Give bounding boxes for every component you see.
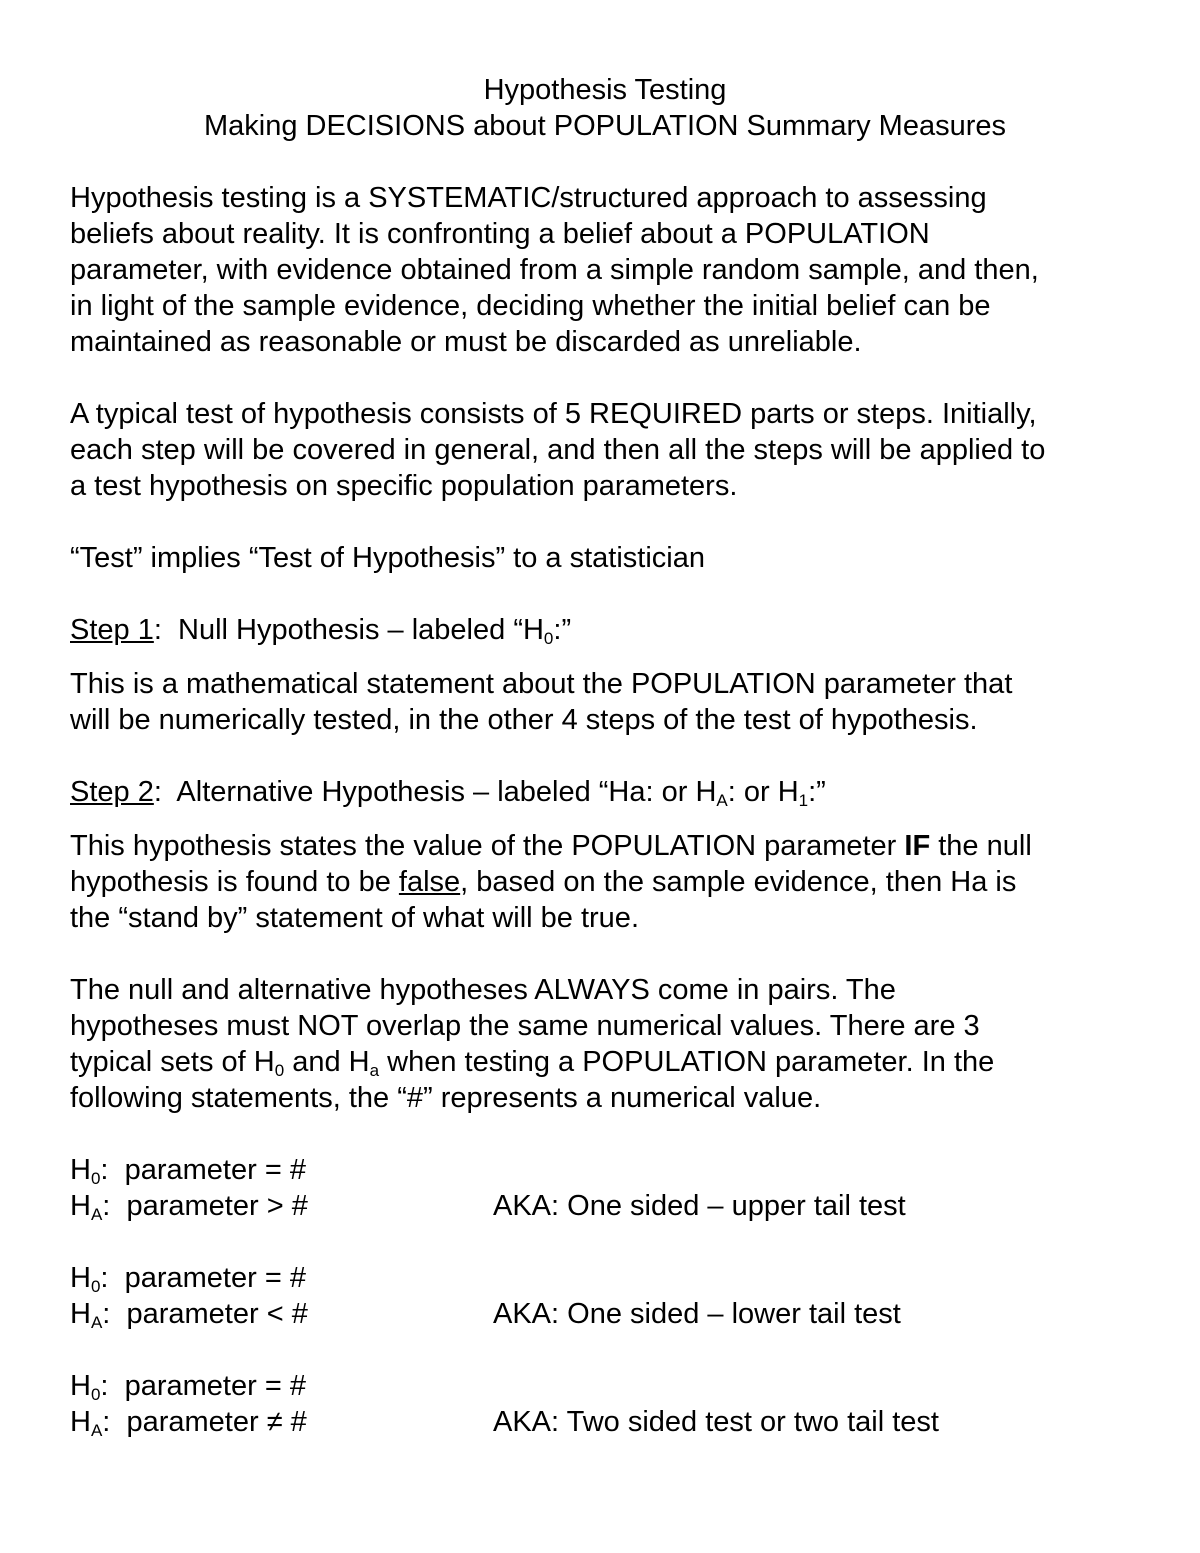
page-subtitle: Making DECISIONS about POPULATION Summary Measures	[203, 110, 1007, 142]
hypothesis-set-upper	[70, 1152, 1140, 1224]
text-line: hypotheses must NOT overlap the same numerical values. There are 3	[70, 1010, 980, 1042]
aka-label: AKA: Two sided test or two tail test	[493, 1406, 939, 1438]
text-line: in light of the sample evidence, deciding whether the initial belief can be	[70, 290, 991, 322]
text-line: beliefs about reality. It is confronting a belief about a POPULATION	[70, 218, 930, 250]
text-line: Hypothesis testing is a SYSTEMATIC/structured approach to assessing	[70, 182, 987, 214]
subscript: 0	[543, 629, 554, 648]
null-hypothesis-row	[70, 1260, 1140, 1296]
hypothesis-set-lower	[70, 1260, 1140, 1332]
h-letter: H	[70, 1190, 91, 1222]
text-line: the “stand by” statement of what will be true.	[70, 902, 639, 934]
intro-paragraph-2	[70, 396, 1140, 504]
subscript: 0	[274, 1061, 285, 1080]
step2-body	[70, 828, 1140, 936]
text-line: maintained as reasonable or must be discarded as unreliable.	[70, 326, 862, 358]
step1-label: Step 1	[70, 614, 154, 646]
step2-heading-text: Alternative Hypothesis – labeled “Ha: or H	[161, 776, 717, 808]
null-hypothesis	[70, 1152, 493, 1188]
alt-hypothesis	[70, 1296, 493, 1332]
step1-heading-end: :”	[553, 614, 572, 646]
text-line: following statements, the “#” represents a numerical value.	[70, 1082, 822, 1114]
h-letter: H	[70, 1154, 91, 1186]
text-line	[70, 828, 1140, 864]
step2-colon: :	[153, 776, 162, 808]
text-line: This is a mathematical statement about the POPULATION parameter that	[70, 668, 1013, 700]
text-span: the null	[930, 830, 1032, 862]
pairs-paragraph	[70, 972, 1140, 1116]
text-line	[70, 1044, 1140, 1080]
h-letter: H	[70, 1298, 91, 1330]
step1-colon: :	[153, 614, 162, 646]
aka-label: AKA: One sided – upper tail test	[493, 1190, 906, 1222]
null-hypothesis	[70, 1260, 493, 1296]
step1-heading-text: Null Hypothesis – labeled “H	[161, 614, 544, 646]
subscript: 0	[90, 1277, 101, 1296]
page-title: Hypothesis Testing	[483, 74, 727, 106]
text-line: will be numerically tested, in the other 4 steps of the test of hypothesis.	[70, 704, 978, 736]
bold-text: IF	[904, 830, 931, 862]
hypothesis-set-two-sided	[70, 1368, 1140, 1440]
document-page	[70, 72, 1140, 1440]
text-line: each step will be covered in general, and then all the steps will be applied to	[70, 434, 1046, 466]
subscript: A	[90, 1205, 103, 1224]
text-span: hypothesis is found to be	[70, 866, 399, 898]
h-letter: H	[70, 1262, 91, 1294]
subscript: 0	[90, 1385, 101, 1404]
text-line	[70, 864, 1140, 900]
step1-heading	[70, 612, 1140, 648]
step2-heading	[70, 774, 1140, 810]
intro-paragraph-1	[70, 180, 1140, 360]
alt-hypothesis-row	[70, 1188, 1140, 1224]
text-span: and H	[284, 1046, 370, 1078]
alt-hypothesis-text: : parameter < #	[102, 1298, 308, 1330]
subscript: A	[90, 1313, 103, 1332]
null-hypothesis-row	[70, 1368, 1140, 1404]
text-line: A typical test of hypothesis consists of 5 REQUIRED parts or steps. Initially,	[70, 398, 1037, 430]
text-line: a test hypothesis on specific population parameters.	[70, 470, 738, 502]
aka-label: AKA: One sided – lower tail test	[493, 1298, 901, 1330]
intro-paragraph-3: “Test” implies “Test of Hypothesis” to a statistician	[70, 542, 705, 574]
subscript: 0	[90, 1169, 101, 1188]
text-line: parameter, with evidence obtained from a simple random sample, and then,	[70, 254, 1039, 286]
step2-label: Step 2	[70, 776, 154, 808]
alt-hypothesis	[70, 1188, 493, 1224]
null-hypothesis-row	[70, 1152, 1140, 1188]
subscript: A	[716, 791, 728, 810]
alt-hypothesis-text: : parameter > #	[102, 1190, 308, 1222]
text-span: when testing a POPULATION parameter. In the	[379, 1046, 995, 1078]
h-letter: H	[70, 1370, 91, 1402]
h-letter: H	[70, 1406, 91, 1438]
subscript: a	[369, 1061, 380, 1080]
step2-heading-end: :”	[808, 776, 826, 808]
null-hypothesis-text: : parameter = #	[100, 1154, 306, 1186]
null-hypothesis-text: : parameter = #	[100, 1262, 306, 1294]
text-span: typical sets of H	[70, 1046, 275, 1078]
alt-hypothesis-text: : parameter ≠ #	[102, 1406, 307, 1438]
text-span: , based on the sample evidence, then Ha is	[460, 866, 1017, 898]
alt-hypothesis-row	[70, 1296, 1140, 1332]
subscript: 1	[798, 791, 809, 810]
subscript: A	[90, 1421, 103, 1440]
step2-heading-text: : or H	[727, 776, 799, 808]
null-hypothesis	[70, 1368, 493, 1404]
text-span: This hypothesis states the value of the POPULATION parameter	[70, 830, 905, 862]
step1-body	[70, 666, 1140, 738]
underlined-text: false	[398, 866, 461, 898]
alt-hypothesis-row	[70, 1404, 1140, 1440]
text-line: The null and alternative hypotheses ALWAYS come in pairs. The	[70, 974, 896, 1006]
alt-hypothesis	[70, 1404, 493, 1440]
null-hypothesis-text: : parameter = #	[100, 1370, 306, 1402]
